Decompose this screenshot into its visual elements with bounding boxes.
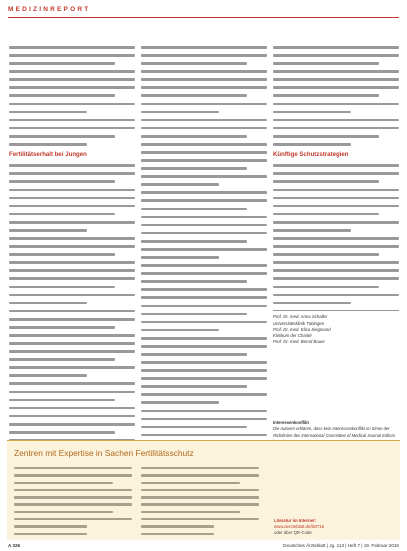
- text-line: [14, 525, 87, 527]
- text-line: [273, 78, 399, 81]
- article-column-1: [9, 46, 135, 487]
- text-line: [141, 518, 259, 520]
- text-line: [141, 191, 267, 194]
- text-line: [9, 213, 115, 216]
- text-line: [273, 135, 379, 138]
- text-line: [141, 183, 219, 186]
- text-line: [273, 189, 399, 192]
- reference-url[interactable]: www.aerzteblatt.de/lit0716: [274, 524, 325, 530]
- text-line: [9, 358, 115, 361]
- text-line: [9, 334, 135, 337]
- text-line: [141, 248, 267, 251]
- text-line: [9, 318, 135, 321]
- text-line: [14, 496, 132, 498]
- text-line: [141, 353, 247, 356]
- text-line: [273, 70, 399, 73]
- text-line: [273, 119, 399, 122]
- text-line: [9, 415, 135, 418]
- section-kicker: MEDIZINREPORT: [8, 6, 91, 13]
- text-line: [141, 86, 267, 89]
- text-line: [9, 54, 135, 57]
- text-line: [9, 286, 115, 289]
- text-line: [141, 418, 267, 421]
- text-line: [141, 216, 267, 219]
- text-line: [9, 342, 135, 345]
- body-text-block: [273, 164, 399, 304]
- text-line: [141, 208, 247, 211]
- text-line: [273, 164, 399, 167]
- text-line: [273, 302, 351, 305]
- text-line: [141, 345, 267, 348]
- text-line: [141, 103, 267, 106]
- text-line: [9, 86, 135, 89]
- text-line: [141, 434, 267, 437]
- text-line: [141, 474, 259, 476]
- text-line: [9, 111, 87, 114]
- text-line: [9, 366, 135, 369]
- article-column-3: [273, 46, 399, 346]
- text-line: [273, 269, 399, 272]
- text-line: [273, 253, 379, 256]
- text-line: [9, 237, 135, 240]
- text-line: [9, 350, 135, 353]
- info-box-text: [141, 467, 259, 535]
- text-line: [9, 302, 87, 305]
- text-line: [9, 399, 115, 402]
- text-line: [141, 296, 267, 299]
- author-line: Klinikum der Charité: [273, 333, 312, 339]
- body-text-block: [141, 46, 267, 485]
- text-line: [9, 269, 135, 272]
- text-line: [9, 407, 135, 410]
- text-line: [273, 172, 399, 175]
- text-line: [273, 62, 379, 65]
- text-line: [141, 288, 267, 291]
- text-line: [273, 261, 399, 264]
- text-line: [9, 221, 135, 224]
- text-line: [141, 199, 267, 202]
- text-line: [141, 533, 214, 535]
- text-line: [14, 511, 113, 513]
- text-line: [9, 143, 87, 146]
- text-line: [9, 180, 115, 183]
- text-line: [9, 229, 87, 232]
- text-line: [273, 245, 399, 248]
- body-text-block: [9, 164, 135, 482]
- text-line: [141, 361, 267, 364]
- text-line: [141, 329, 219, 332]
- text-line: [141, 143, 267, 146]
- reference-label: Literatur im Internet:: [274, 518, 317, 523]
- text-line: [141, 62, 247, 65]
- text-line: [273, 86, 399, 89]
- text-line: [141, 94, 247, 97]
- info-box-text: [14, 467, 132, 535]
- text-line: [141, 175, 267, 178]
- text-line: [9, 172, 135, 175]
- text-line: [273, 213, 379, 216]
- text-line: [273, 229, 351, 232]
- text-line: [273, 143, 351, 146]
- kicker-divider: [8, 17, 399, 18]
- text-line: [141, 78, 267, 81]
- text-line: [141, 54, 267, 57]
- author-line: Universitätsklinik Tübingen: [273, 320, 325, 326]
- info-box-column-2: [141, 467, 259, 540]
- text-line: [141, 305, 267, 308]
- text-line: [9, 374, 87, 377]
- text-line: [14, 467, 132, 469]
- text-line: [273, 205, 399, 208]
- subheading-future-strategies: Künftige Schutzstrategien: [273, 151, 349, 159]
- text-line: [141, 280, 247, 283]
- text-line: [273, 111, 351, 114]
- text-line: [141, 489, 259, 491]
- text-line: [9, 78, 135, 81]
- text-line: [273, 46, 399, 49]
- text-line: [9, 310, 135, 313]
- info-box-title: Zentren mit Expertise in Sachen Fertilitätsschutz: [14, 448, 194, 458]
- text-line: [141, 111, 219, 114]
- text-line: [273, 237, 399, 240]
- text-line: [9, 205, 135, 208]
- text-line: [141, 256, 219, 259]
- text-line: [9, 94, 115, 97]
- text-line: [141, 272, 267, 275]
- text-line: [273, 294, 399, 297]
- text-line: [14, 533, 87, 535]
- text-line: [141, 410, 267, 413]
- author-divider: [273, 310, 399, 311]
- text-line: [141, 369, 267, 372]
- text-line: [9, 119, 135, 122]
- text-line: [141, 511, 240, 513]
- text-line: [14, 482, 113, 484]
- journal-citation: Deutsches Ärzteblatt | Jg. 113 | Heft 7 | 19. Februar 2016: [283, 543, 399, 548]
- text-line: [141, 159, 267, 162]
- text-line: [9, 46, 135, 49]
- text-line: [141, 525, 214, 527]
- text-line: [9, 127, 135, 130]
- text-line: [273, 286, 379, 289]
- text-line: [14, 503, 132, 505]
- text-line: [273, 94, 379, 97]
- text-line: [141, 135, 247, 138]
- author-line: Prof. Dr. med. Anna Schaller: [273, 314, 328, 320]
- text-line: [141, 119, 267, 122]
- declaration-title: Interessenkonflikt: [273, 420, 309, 425]
- text-line: [141, 70, 267, 73]
- text-line: [141, 377, 267, 380]
- text-line: [273, 277, 399, 280]
- text-line: [141, 385, 247, 388]
- text-line: [9, 135, 115, 138]
- text-line: [9, 103, 135, 106]
- text-line: [141, 401, 219, 404]
- body-text-block: [273, 46, 399, 146]
- text-line: [141, 224, 267, 227]
- text-line: [141, 151, 267, 154]
- text-line: [9, 164, 135, 167]
- body-text-block: [9, 46, 135, 146]
- text-line: [141, 426, 247, 429]
- text-line: [9, 197, 135, 200]
- text-line: [141, 482, 240, 484]
- text-line: [141, 313, 247, 316]
- text-line: [273, 103, 399, 106]
- text-line: [273, 127, 399, 130]
- subheading-fertility-boys: Fertilitätserhalt bei Jungen: [9, 151, 87, 159]
- text-line: [141, 264, 267, 267]
- text-line: [273, 54, 399, 57]
- author-block: [273, 310, 399, 346]
- text-line: [9, 423, 135, 426]
- text-line: [9, 253, 115, 256]
- author-line: Prof. Dr. med. Bernd Bauer: [273, 339, 325, 345]
- text-line: [14, 489, 132, 491]
- author-line: Prof. Dr. med. Elisa Siegmund: [273, 326, 331, 332]
- text-line: [9, 189, 135, 192]
- text-line: [273, 180, 379, 183]
- text-line: [9, 326, 115, 329]
- text-line: [141, 232, 267, 235]
- text-line: [141, 46, 267, 49]
- text-line: [141, 127, 267, 130]
- page-number: A 326: [8, 543, 21, 548]
- text-line: [9, 62, 115, 65]
- reference-link-box: [274, 518, 398, 537]
- text-line: [141, 240, 247, 243]
- text-line: [9, 245, 135, 248]
- text-line: [273, 197, 399, 200]
- text-line: [141, 337, 267, 340]
- text-line: [141, 167, 247, 170]
- text-line: [9, 391, 135, 394]
- reference-extra: oder über QR-Code: [274, 530, 312, 536]
- text-line: [14, 518, 132, 520]
- text-line: [141, 321, 267, 324]
- text-line: [9, 70, 135, 73]
- text-line: [9, 294, 135, 297]
- text-line: [141, 503, 259, 505]
- declaration-text: Die Autoren erklären, dass kein Interessenkonflikt im Sinne der Richtlinien des International Committee of Medical Journal Editors: [273, 426, 396, 438]
- text-line: [9, 431, 115, 434]
- article-column-2: [141, 46, 267, 490]
- text-line: [141, 393, 267, 396]
- text-line: [9, 261, 135, 264]
- text-line: [9, 277, 135, 280]
- text-line: [141, 467, 259, 469]
- info-box-column-1: [14, 467, 132, 540]
- text-line: [273, 221, 399, 224]
- text-line: [9, 382, 135, 385]
- text-line: [14, 474, 132, 476]
- text-line: [141, 496, 259, 498]
